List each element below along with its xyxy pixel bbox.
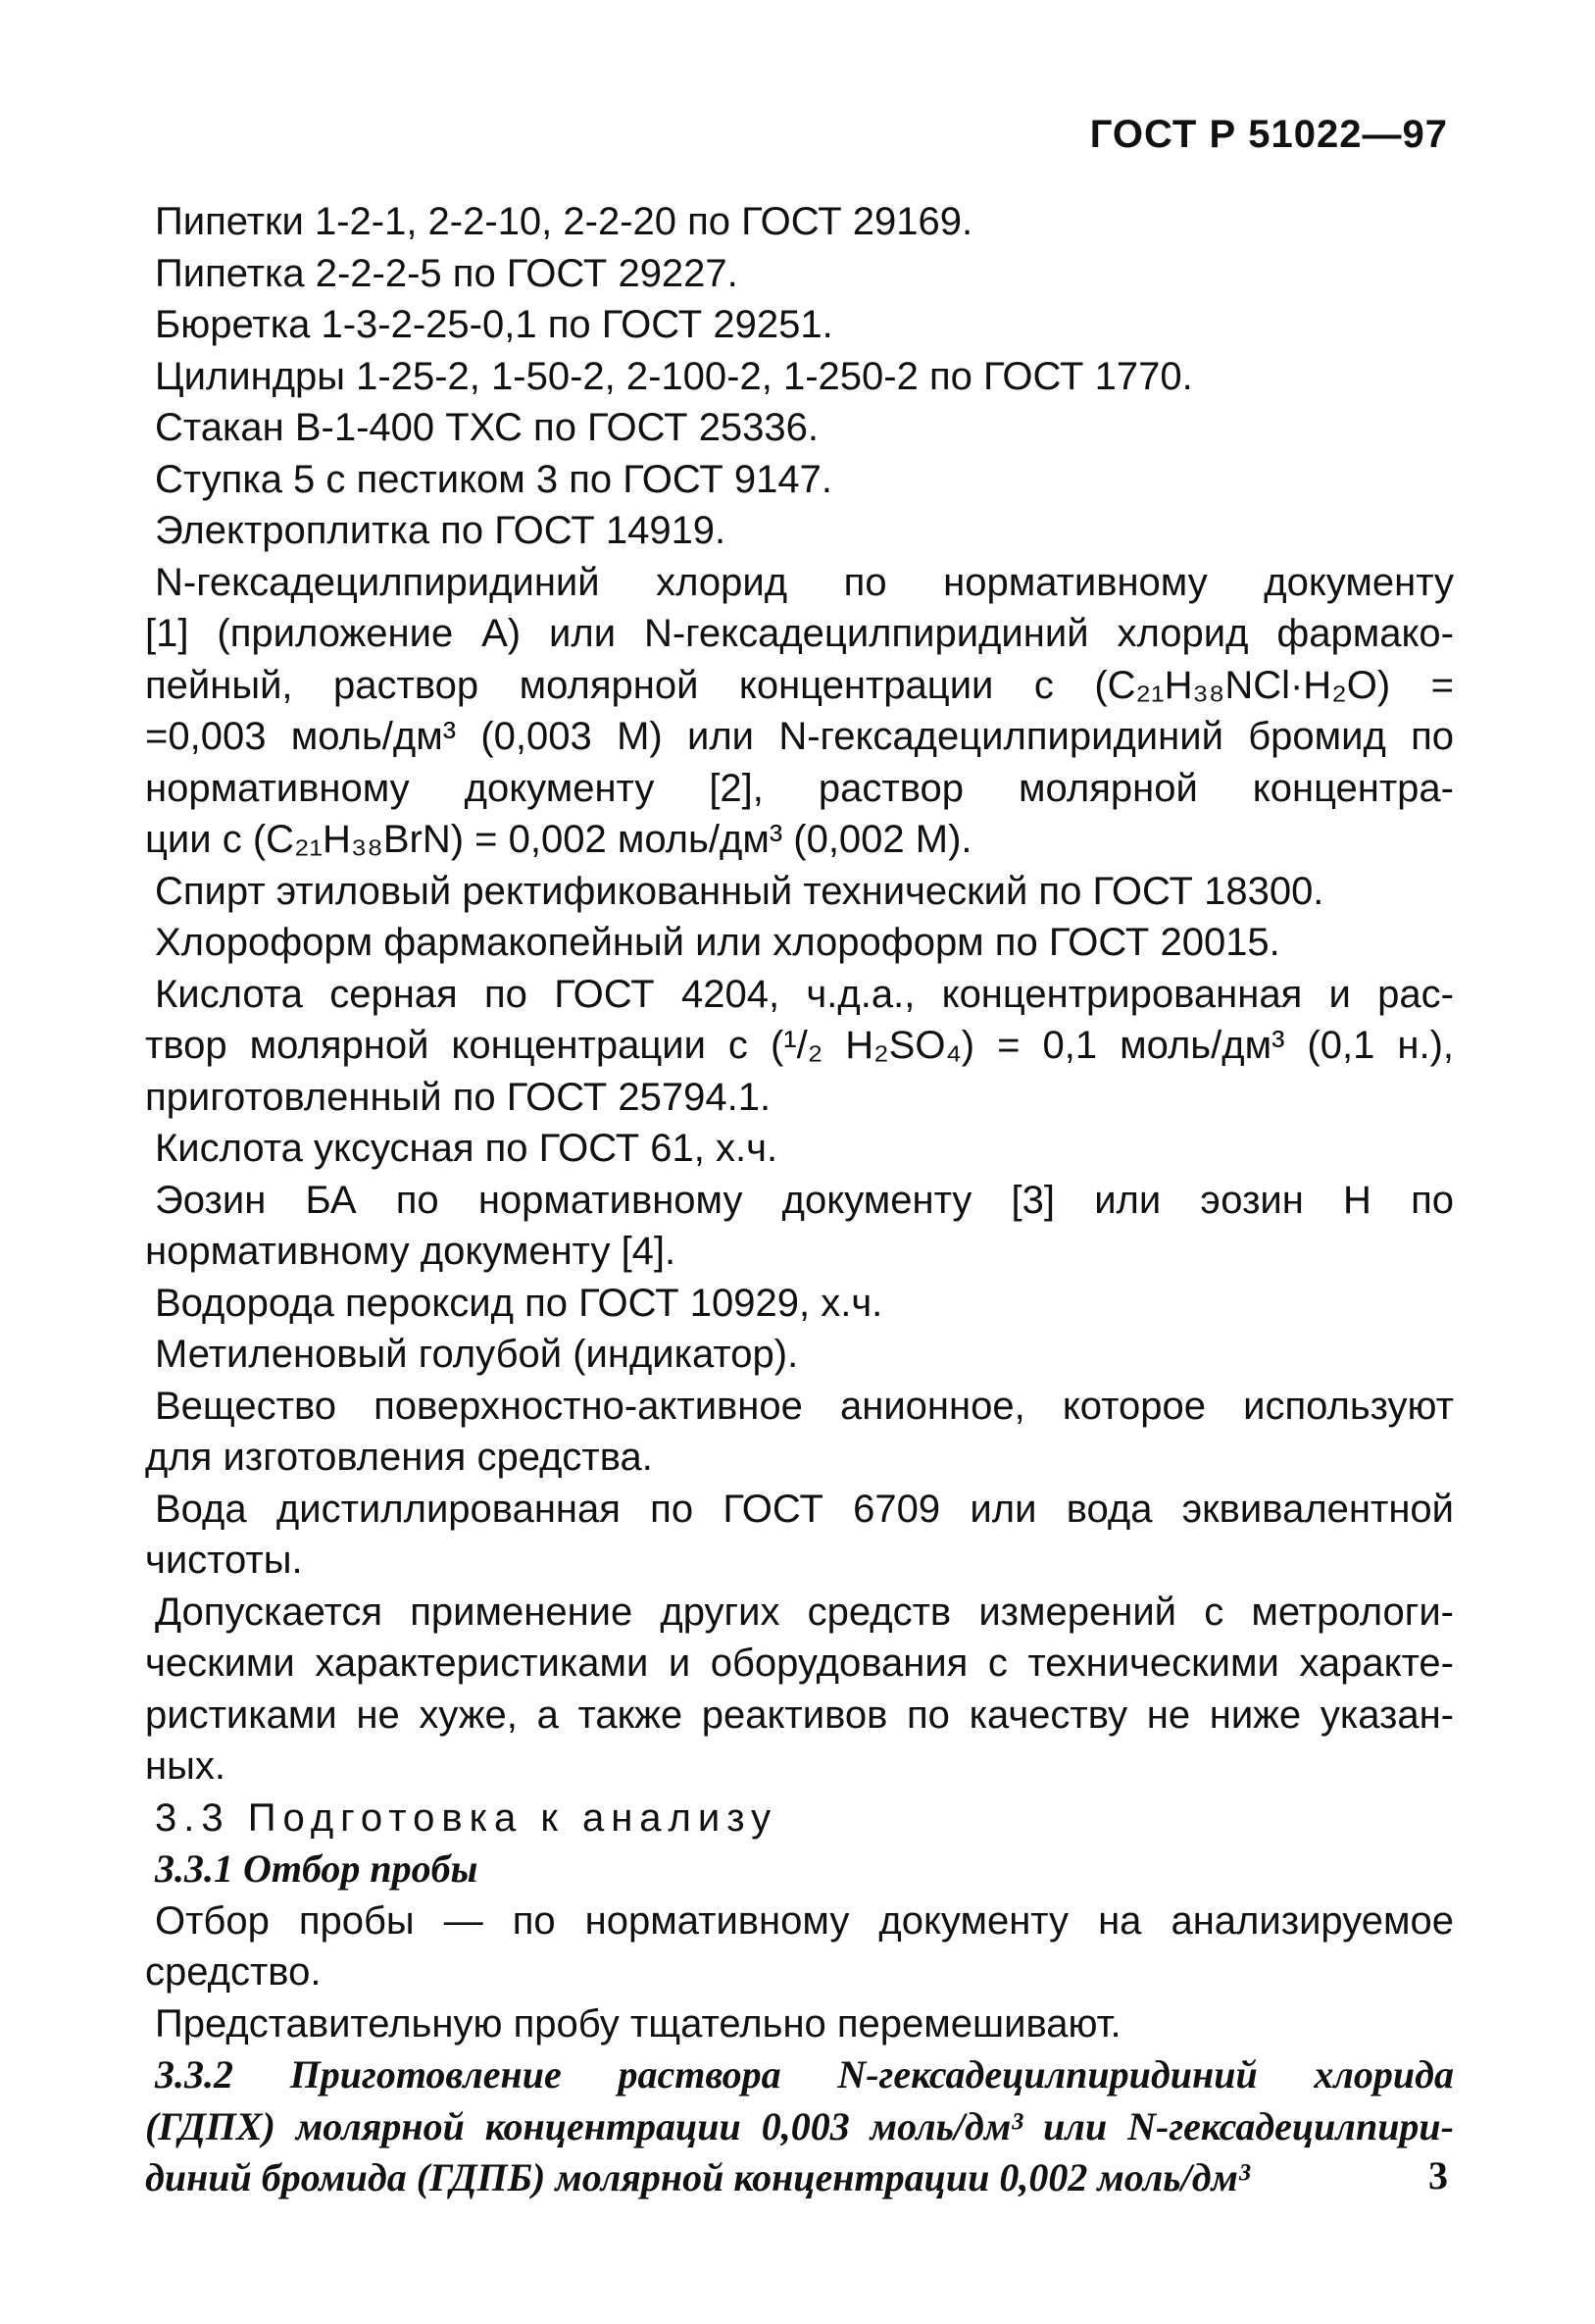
text-line: Кислота серная по ГОСТ 4204, ч.д.а., концентрированная и рас-	[155, 972, 1454, 1016]
text-line: Пипетка 2-2-2-5 по ГОСТ 29227.	[155, 251, 738, 295]
text-line: N-гексадецилпиридиний хлорид по нормативному документу	[155, 560, 1454, 604]
text-line: для изготовления средства.	[145, 1436, 653, 1479]
text-line: пейный, раствор молярной концентрации с (C₂₁H₃₈NCl·H₂O) =	[145, 663, 1454, 707]
text-line: Цилиндры 1-25-2, 1-50-2, 2-100-2, 1-250-2 по ГОСТ 1770.	[155, 354, 1193, 398]
text-line: Водорода пероксид по ГОСТ 10929, х.ч.	[155, 1281, 883, 1325]
text-line: ческими характеристиками и оборудования с техническими характе-	[145, 1642, 1454, 1685]
text-line: ных.	[145, 1744, 225, 1788]
text-line: =0,003 моль/дм³ (0,003 М) или N-гексадецилпиридиний бромид по	[145, 715, 1454, 758]
subsection-heading: 3.3.2 Приготовление раствора N-гексадецилпиридиний хлорида	[155, 2052, 1454, 2097]
subsection-heading: диний бромида (ГДПБ) молярной концентрации 0,002 моль/дм³	[145, 2155, 1250, 2199]
text-line: Метиленовый голубой (индикатор).	[155, 1333, 799, 1376]
text-line: нормативному документу [2], раствор молярной концентра-	[145, 766, 1454, 810]
text-line: ции с (C₂₁H₃₈BrN) = 0,002 моль/дм³ (0,002 М).	[145, 818, 972, 861]
text-line: Вода дистиллированная по ГОСТ 6709 или вода эквивалентной	[155, 1487, 1454, 1531]
text-line: Отбор пробы — по нормативному документу на анализируемое	[155, 1898, 1454, 1943]
text-line: Бюретка 1-3-2-25-0,1 по ГОСТ 29251.	[155, 303, 833, 346]
text-line: ристиками не хуже, а также реактивов по качеству не ниже указан-	[145, 1692, 1454, 1737]
text-line: Хлороформ фармакопейный или хлороформ по ГОСТ 20015.	[155, 921, 1280, 964]
text-line: нормативному документу [4].	[145, 1230, 676, 1273]
standard-header: ГОСТ Р 51022—97	[1089, 113, 1448, 156]
text-line: Ступка 5 с пестиком 3 по ГОСТ 9147.	[155, 457, 833, 501]
text-line: средство.	[145, 1950, 322, 1994]
text-line: твор молярной концентрации с (¹/₂ H₂SO₄) = 0,1 моль/дм³ (0,1 н.),	[145, 1024, 1454, 1067]
text-line: Спирт этиловый ректификованный технический по ГОСТ 18300.	[155, 869, 1324, 913]
text-line: Эозин БА по нормативному документу [3] или эозин Н по	[155, 1178, 1454, 1222]
section-heading: 3.3 Подготовка к анализу	[155, 1795, 778, 1840]
text-line: приготовленный по ГОСТ 25794.1.	[145, 1075, 772, 1119]
text-line: Стакан В-1-400 ТХС по ГОСТ 25336.	[155, 406, 820, 449]
document-body	[145, 196, 1454, 2204]
subsection-heading: 3.3.1 Отбор пробы	[155, 1846, 478, 1891]
text-line: [1] (приложение А) или N-гексадецилпиридиний хлорид фармако-	[145, 612, 1454, 655]
text-line: Вещество поверхностно-активное анионное, которое используют	[155, 1384, 1454, 1428]
text-line: Кислота уксусная по ГОСТ 61, х.ч.	[155, 1127, 778, 1170]
text-line: Представительную пробу тщательно перемешивают.	[155, 2001, 1121, 2046]
page-number: 3	[1428, 2153, 1448, 2198]
text-line: Допускается применение других средств измерений с метрологи-	[155, 1590, 1454, 1634]
text-line: Пипетки 1-2-1, 2-2-10, 2-2-20 по ГОСТ 29169.	[155, 200, 973, 243]
text-line: Электроплитка по ГОСТ 14919.	[155, 509, 726, 552]
subsection-heading: (ГДПХ) молярной концентрации 0,003 моль/дм³ или N-гексадецилпири-	[145, 2103, 1454, 2148]
text-line: чистоты.	[145, 1539, 303, 1582]
